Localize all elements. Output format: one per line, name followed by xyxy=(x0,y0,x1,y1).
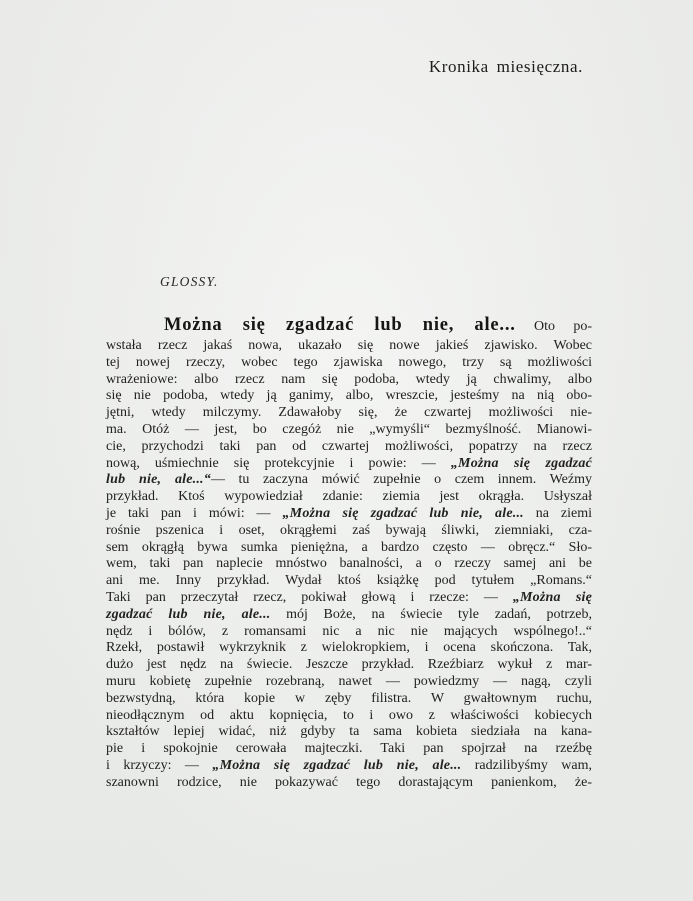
text-line xyxy=(106,640,592,657)
text-segment: dużo jest nędz na świecie. Jeszcze przykład. Rzeźbiarz wykuł z mar- xyxy=(106,657,592,673)
quoted-phrase: lub nie, ale...“ xyxy=(106,472,211,488)
text-line xyxy=(106,506,592,523)
text-segment: muru kobietę zupełnie rozebraną, nawet — powiedzmy — nagą, czyli xyxy=(106,673,592,689)
text-line xyxy=(106,691,592,708)
text-line xyxy=(106,674,592,691)
text-line xyxy=(106,422,592,439)
text-line xyxy=(106,741,592,758)
paragraph-lead-heading: Można się zgadzać lub nie, ale... xyxy=(164,315,516,335)
text-segment: wstała rzecz jakaś nowa, ukazało się nowe jakieś zjawisko. Wobec xyxy=(106,338,592,353)
text-line xyxy=(106,758,592,775)
text-line xyxy=(106,708,592,725)
text-segment: na ziemi xyxy=(523,505,592,521)
text-segment: Oto po- xyxy=(515,319,592,334)
text-line xyxy=(106,338,592,355)
text-line xyxy=(106,372,592,389)
text-line xyxy=(106,724,592,741)
text-segment: szanowni rodzice, nie pokazywać tego dorastającym panienkom, że- xyxy=(106,774,592,790)
text-line xyxy=(106,624,592,641)
text-segment: ani me. Inny przykład. Wydał ktoś książkę pod tytułem „Romans.“ xyxy=(106,573,592,589)
text-segment: wem, taki pan naplecie mnóstwo banalności, a o rzeczy samej ani be xyxy=(106,556,592,572)
text-line xyxy=(106,607,592,624)
text-segment: Rzekł, postawił wykrzyknik z wielokropkiem, i ocena skończona. Tak, xyxy=(106,640,592,656)
text-segment: wrażeniowe: albo rzecz nam się podoba, wtedy ją chwalimy, albo xyxy=(106,371,592,387)
text-segment: sem okrągłą bywa sumka pieniężna, a bardzo często — obręcz.“ Sło- xyxy=(106,539,592,555)
text-segment: — tu zaczyna mówić zupełnie o czem innem. Weźmy xyxy=(210,472,592,488)
quoted-phrase: zgadzać lub nie, ale... xyxy=(106,606,271,622)
text-segment: się nie podoba, wtedy ją ganimy, albo, wreszcie, jesteśmy na nią obo- xyxy=(106,388,592,404)
text-segment: nieodłącznym od aktu kopnięcia, to i owo z właściwości kobiecych xyxy=(106,707,592,723)
text-line xyxy=(106,556,592,573)
text-segment: kształtów lepiej widać, niż gdyby ta sama kobieta siedziała na kana- xyxy=(106,724,592,740)
quoted-phrase: „Można się zgadzać lub nie, ale... xyxy=(212,757,462,773)
text-line xyxy=(106,573,592,590)
text-segment: je taki pan i mówi: — xyxy=(106,505,283,521)
text-segment: nędz i bólów, z romansami nic a nic nie mających wspólnego!..“ xyxy=(106,623,592,639)
text-line xyxy=(106,657,592,674)
text-segment: cie, przychodzi taki pan od czwartej możliwości, popatrzy na rzecz xyxy=(106,438,592,454)
journal-header: Kronika miesięczna. xyxy=(428,57,583,76)
text-segment: radzilibyśmy wam, xyxy=(461,757,592,773)
quoted-phrase: „Można się zgadzać xyxy=(450,455,592,471)
text-segment: bezwstydną, która kopie w zęby filistra. W gwałtownym ruchu, xyxy=(106,690,592,706)
section-label: GLOSSY. xyxy=(160,274,219,289)
text-segment: nową, uśmiechnie się protekcyjnie i powie: — xyxy=(106,455,451,471)
text-line xyxy=(106,523,592,540)
text-line xyxy=(106,540,592,557)
text-segment: przykład. Ktoś wypowiedział zdanie: ziemia jest okrągła. Usłyszał xyxy=(106,489,592,505)
text-line xyxy=(106,439,592,456)
text-line xyxy=(106,355,592,372)
text-line xyxy=(106,489,592,506)
text-line xyxy=(106,313,592,338)
text-segment: rośnie pszenica i oset, okrągłemi zaś bywają śliwki, ziemniaki, cza- xyxy=(106,522,592,538)
text-line xyxy=(106,590,592,607)
text-line xyxy=(106,456,592,473)
text-segment: mój Boże, na świecie tyle zadań, potrzeb, xyxy=(270,606,592,622)
text-segment: tej nowej rzeczy, wobec tego zjawiska nowego, trzy są możliwości xyxy=(106,354,592,370)
quoted-phrase: „Można się zgadzać lub nie, ale... xyxy=(282,505,524,521)
text-segment: jętni, wtedy milczymy. Zdawałoby się, że czwartej możliwości nie- xyxy=(106,405,592,421)
text-segment: pie i spokojnie cerowała majteczki. Taki pan spojrzał na rzeźbę xyxy=(106,741,592,757)
paragraph xyxy=(106,313,592,792)
text-line xyxy=(106,405,592,422)
text-segment: ma. Otóż — jest, bo czegóż nie „wymyśli“ bezmyślność. Mianowi- xyxy=(106,421,592,437)
text-segment: Taki pan przeczytał rzecz, pokiwał głową i rzecze: — xyxy=(106,589,513,605)
quoted-phrase: „Można się xyxy=(512,589,592,605)
text-line xyxy=(106,775,592,792)
text-line xyxy=(106,388,592,405)
text-segment: i krzyczy: — xyxy=(106,757,213,773)
text-line xyxy=(106,472,592,489)
